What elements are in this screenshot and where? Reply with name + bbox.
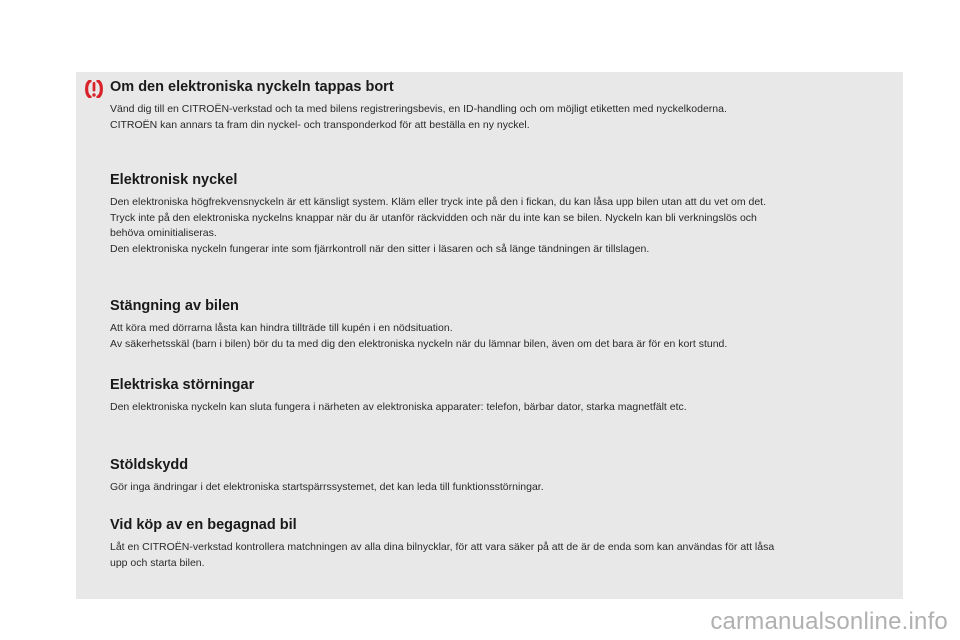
paragraph: Den elektroniska nyckeln fungerar inte som fjärrkontroll när den sitter i läsaren och så länge tändningen är tillslagen. bbox=[110, 242, 650, 255]
paragraph: CITROËN kan annars ta fram din nyckel- och transponderkod för att beställa en ny nyckel. bbox=[110, 118, 530, 131]
section-heading: Elektriska störningar bbox=[110, 377, 255, 393]
paragraph: Gör inga ändringar i det elektroniska startspärrssystemet, det kan leda till funktionsstörningar. bbox=[110, 481, 544, 493]
section-heading: Stöldskydd bbox=[110, 457, 189, 473]
paragraph: upp och starta bilen. bbox=[110, 556, 205, 569]
paragraph: Den elektroniska nyckeln kan sluta fungera i närheten av elektroniska apparater: telefon, bärbar dator, starka magnetfält etc. bbox=[110, 401, 687, 413]
section-locking bbox=[110, 297, 890, 352]
paragraph: Vänd dig till en CITROËN-verkstad och ta med bilens registreringsbevis, en ID-handling och om möjligt etiketten med nyckelkoderna. bbox=[110, 103, 727, 115]
section-electronic-key bbox=[110, 171, 890, 257]
section-anti-theft bbox=[110, 456, 890, 496]
paragraph: Av säkerhetsskäl (barn i bilen) bör du ta med dig den elektroniska nyckeln när du lämnar bilen, även om det bara är för en kort stund. bbox=[110, 337, 728, 350]
paragraph: Tryck inte på den elektroniska nyckelns knappar när du är utanför räckvidden och när du inte kan se bilen. Nyckeln kan bli verkningslös och bbox=[110, 211, 757, 224]
section-heading: Om den elektroniska nyckeln tappas bort bbox=[110, 79, 394, 95]
section-heading: Elektronisk nyckel bbox=[110, 172, 238, 188]
paragraph: behöva ominitialiseras. bbox=[110, 227, 217, 239]
warning-icon bbox=[83, 80, 105, 98]
section-electrical-interference bbox=[110, 376, 890, 416]
paragraph: Den elektroniska högfrekvensnyckeln är ett känsligt system. Kläm eller tryck inte på den i fickan, du kan låsa upp bilen utan att du vet om det. bbox=[110, 196, 767, 208]
watermark: carmanualsonline.info bbox=[710, 608, 948, 635]
section-heading: Vid köp av en begagnad bil bbox=[110, 517, 297, 533]
section-used-car bbox=[110, 516, 890, 571]
section-lost-key bbox=[110, 78, 890, 133]
paragraph: Att köra med dörrarna låsta kan hindra tillträde till kupén i en nödsituation. bbox=[110, 322, 453, 334]
section-heading: Stängning av bilen bbox=[110, 298, 239, 314]
paragraph: Låt en CITROËN-verkstad kontrollera matchningen av alla dina bilnycklar, för att vara säker på att de är de enda som kan användas för att låsa bbox=[110, 541, 775, 553]
